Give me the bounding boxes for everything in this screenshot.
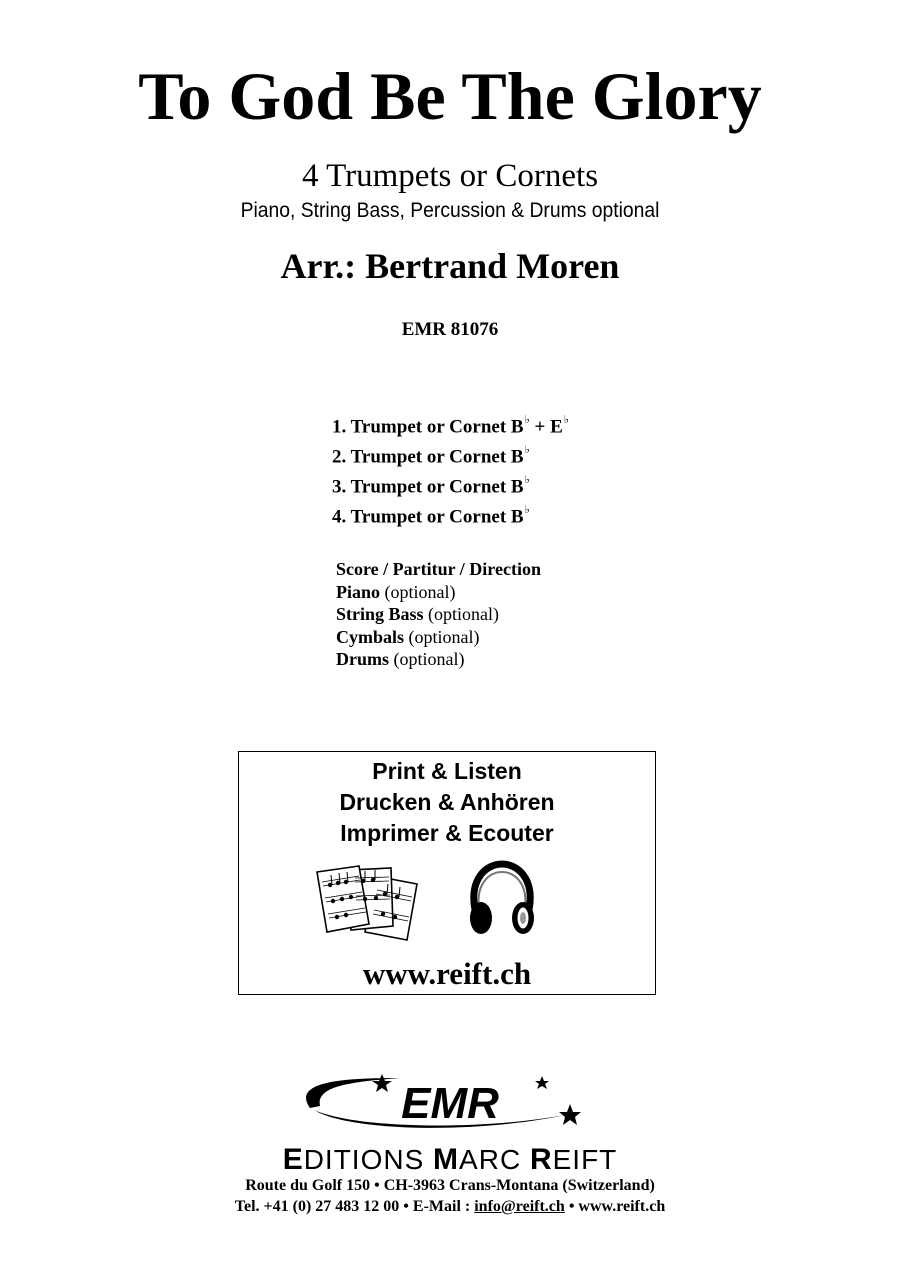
extra-note: (optional) (393, 649, 465, 669)
promo-line-fr: Imprimer & Ecouter (340, 820, 554, 846)
catalog-number: EMR 81076 (401, 319, 499, 340)
extra-label: Cymbals (336, 626, 405, 647)
extra-label: String Bass (336, 604, 424, 624)
extra-item (336, 648, 541, 671)
subtitle: 4 Trumpets or Cornets (301, 158, 599, 194)
extra-item (336, 626, 541, 649)
flat-sign: ♭ (524, 444, 530, 456)
emr-logo (240, 1072, 660, 1142)
part-label: 1. Trumpet or Cornet B (332, 416, 524, 438)
extra-item (336, 581, 541, 604)
headphones-icon (467, 860, 537, 940)
publisher-contact (0, 1199, 900, 1215)
promo-line-en: Print & Listen (372, 758, 522, 784)
publisher-initial-m: M (433, 1143, 460, 1176)
promo-url[interactable]: www.reift.ch (362, 956, 532, 991)
contact-email-link[interactable]: info@reift.ch (474, 1198, 565, 1215)
parts-list (332, 410, 569, 530)
promo-line-de: Drucken & Anhören (339, 789, 555, 815)
part-item (332, 410, 569, 440)
publisher-word: EIFT (552, 1144, 618, 1175)
extra-label: Piano (336, 581, 381, 602)
page-title: To God Be The Glory (138, 58, 762, 134)
arranger: Arr.: Bertrand Moren (280, 246, 620, 286)
extra-item (336, 558, 541, 581)
publisher-word: DITIONS (303, 1144, 434, 1175)
flat-sign: ♭ (563, 414, 569, 426)
publisher-initial-e: E (282, 1143, 304, 1176)
part-label: 4. Trumpet or Cornet B (332, 506, 524, 528)
extra-note: (optional) (428, 604, 500, 624)
part-item (332, 440, 569, 470)
publisher-address: Route du Golf 150 • CH-3963 Crans-Montana (Switzerland) (245, 1177, 655, 1194)
extra-label: Drums (336, 649, 389, 669)
flat-sign: ♭ (524, 414, 530, 426)
publisher-initial-r: R (529, 1143, 553, 1176)
extra-note: (optional) (384, 581, 456, 602)
publisher-name (0, 1145, 900, 1175)
part-item (332, 470, 569, 500)
contact-phone: Tel. +41 (0) 27 483 12 00 • E-Mail : (234, 1198, 475, 1215)
part-label: 3. Trumpet or Cornet B (332, 476, 524, 498)
part-item (332, 500, 569, 530)
extra-item (336, 603, 541, 626)
print-listen-box (238, 751, 656, 995)
extras-list (336, 558, 541, 671)
flat-sign: ♭ (524, 474, 530, 486)
flat-sign: ♭ (524, 504, 530, 516)
contact-website[interactable]: • www.reift.ch (564, 1198, 666, 1215)
part-label-extra: + E (529, 416, 563, 438)
instrumentation: Piano, String Bass, Percussion & Drums optional (240, 199, 660, 222)
extra-label: Score / Partitur / Direction (336, 559, 541, 579)
emr-logo-text: EMR (401, 1079, 499, 1128)
part-label: 2. Trumpet or Cornet B (332, 446, 524, 468)
sheet-music-icon (313, 862, 425, 942)
extra-note: (optional) (408, 626, 480, 647)
publisher-word: ARC (459, 1144, 530, 1175)
